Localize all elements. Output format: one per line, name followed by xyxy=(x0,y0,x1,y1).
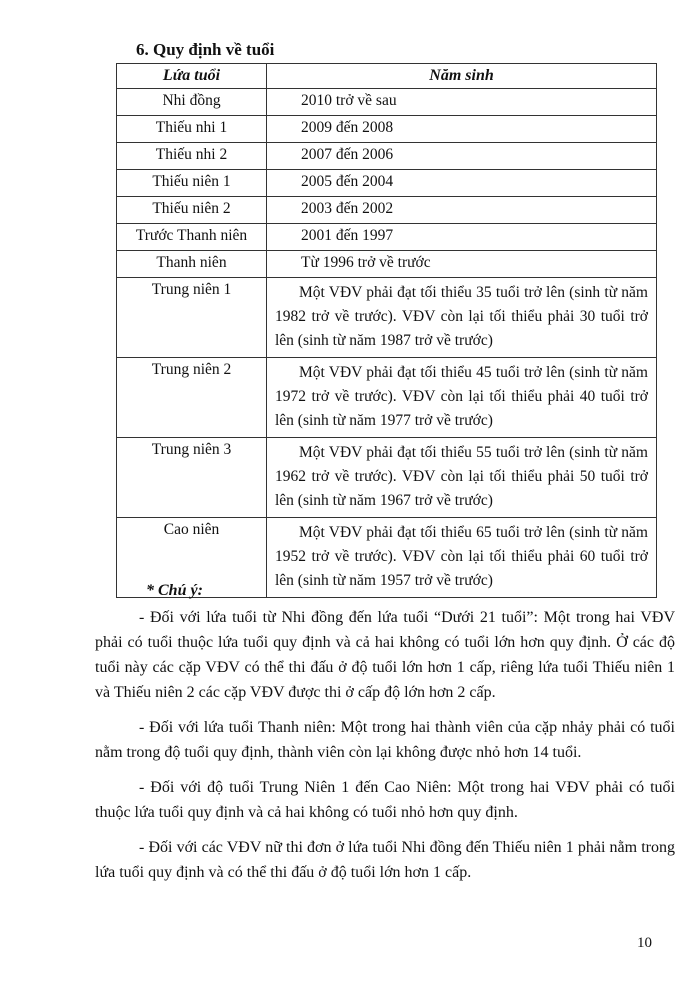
birth-requirement-cell: Một VĐV phải đạt tối thiểu 35 tuổi trở lên (sinh từ năm 1982 trở về trước). VĐV còn lại tối thiểu phải 30 tuổi trở lên (sinh từ năm 1987 trở về trước) xyxy=(267,278,657,358)
birth-year-cell: 2009 đến 2008 xyxy=(267,116,657,143)
table-row xyxy=(117,251,657,278)
table-header-row xyxy=(117,64,657,89)
age-group-cell: Thiếu niên 2 xyxy=(117,197,267,224)
birth-year-cell: 2003 đến 2002 xyxy=(267,197,657,224)
section-heading: 6. Quy định về tuổi xyxy=(136,40,275,59)
age-regulation-table xyxy=(116,63,657,598)
age-group-cell: Thiếu nhi 1 xyxy=(117,116,267,143)
note-paragraph: - Đối với độ tuổi Trung Niên 1 đến Cao Niên: Một trong hai VĐV phải có tuổi thuộc lứa tuổi quy định và cả hai không có tuổi nhỏ hơn quy định. xyxy=(95,779,675,821)
birth-year-cell: Từ 1996 trở về trước xyxy=(267,251,657,278)
table-row xyxy=(117,224,657,251)
table-row xyxy=(117,143,657,170)
table-row xyxy=(117,358,657,438)
table-row xyxy=(117,116,657,143)
birth-year-cell: 2001 đến 1997 xyxy=(267,224,657,251)
note-paragraph: - Đối với lứa tuổi Thanh niên: Một trong hai thành viên của cặp nhảy phải có tuổi nằm trong độ tuổi quy định, thành viên còn lại không được nhỏ hơn 14 tuổi. xyxy=(95,719,675,761)
age-group-cell: Trung niên 1 xyxy=(117,278,267,358)
table-row xyxy=(117,438,657,518)
age-group-cell: Thanh niên xyxy=(117,251,267,278)
birth-requirement-cell: Một VĐV phải đạt tối thiểu 65 tuổi trở lên (sinh từ năm 1952 trở về trước). VĐV còn lại tối thiểu phải 60 tuổi trở lên (sinh từ năm 1957 trở về trước) xyxy=(267,518,657,598)
age-group-cell: Trung niên 3 xyxy=(117,438,267,518)
age-group-cell: Thiếu niên 1 xyxy=(117,170,267,197)
notes-section xyxy=(95,578,675,895)
age-group-cell: Trước Thanh niên xyxy=(117,224,267,251)
age-group-cell: Trung niên 2 xyxy=(117,358,267,438)
header-age-group: Lứa tuổi xyxy=(117,64,267,89)
header-birth-year: Năm sinh xyxy=(267,64,657,89)
page-number: 10 xyxy=(637,935,652,951)
age-group-cell: Nhi đồng xyxy=(117,89,267,116)
birth-year-cell: 2005 đến 2004 xyxy=(267,170,657,197)
birth-year-cell: 2010 trở về sau xyxy=(267,89,657,116)
age-group-cell: Cao niên xyxy=(117,518,267,598)
table-row xyxy=(117,278,657,358)
table-row xyxy=(117,89,657,116)
note-paragraph: - Đối với các VĐV nữ thi đơn ở lứa tuổi Nhi đồng đến Thiếu niên 1 phải nằm trong lứa tuổi quy định và có thể thi đấu ở độ tuổi lớn hơn 1 cấp. xyxy=(95,839,675,881)
table-row xyxy=(117,197,657,224)
birth-requirement-cell: Một VĐV phải đạt tối thiểu 55 tuổi trở lên (sinh từ năm 1962 trở về trước). VĐV còn lại tối thiểu phải 50 tuổi trở lên (sinh từ năm 1967 trở về trước) xyxy=(267,438,657,518)
birth-year-cell: 2007 đến 2006 xyxy=(267,143,657,170)
note-paragraph: - Đối với lứa tuổi từ Nhi đồng đến lứa tuổi “Dưới 21 tuổi”: Một trong hai VĐV phải có tuổi thuộc lứa tuổi quy định và cả hai không có tuổi lớn hơn quy định. Ở các độ tuổi này các cặp VĐV có thể thi đấu ở độ tuổi lớn hơn 1 cấp, riêng lứa tuổi Thiếu niên 1 và Thiếu niên 2 các cặp VĐV được thi ở cấp độ lớn hơn 2 cấp. xyxy=(95,609,675,701)
birth-requirement-cell: Một VĐV phải đạt tối thiểu 45 tuổi trở lên (sinh từ năm 1972 trở về trước). VĐV còn lại tối thiểu phải 40 tuổi trở lên (sinh từ năm 1977 trở về trước) xyxy=(267,358,657,438)
notes-title: * Chú ý: xyxy=(146,582,203,599)
table-row xyxy=(117,170,657,197)
age-group-cell: Thiếu nhi 2 xyxy=(117,143,267,170)
